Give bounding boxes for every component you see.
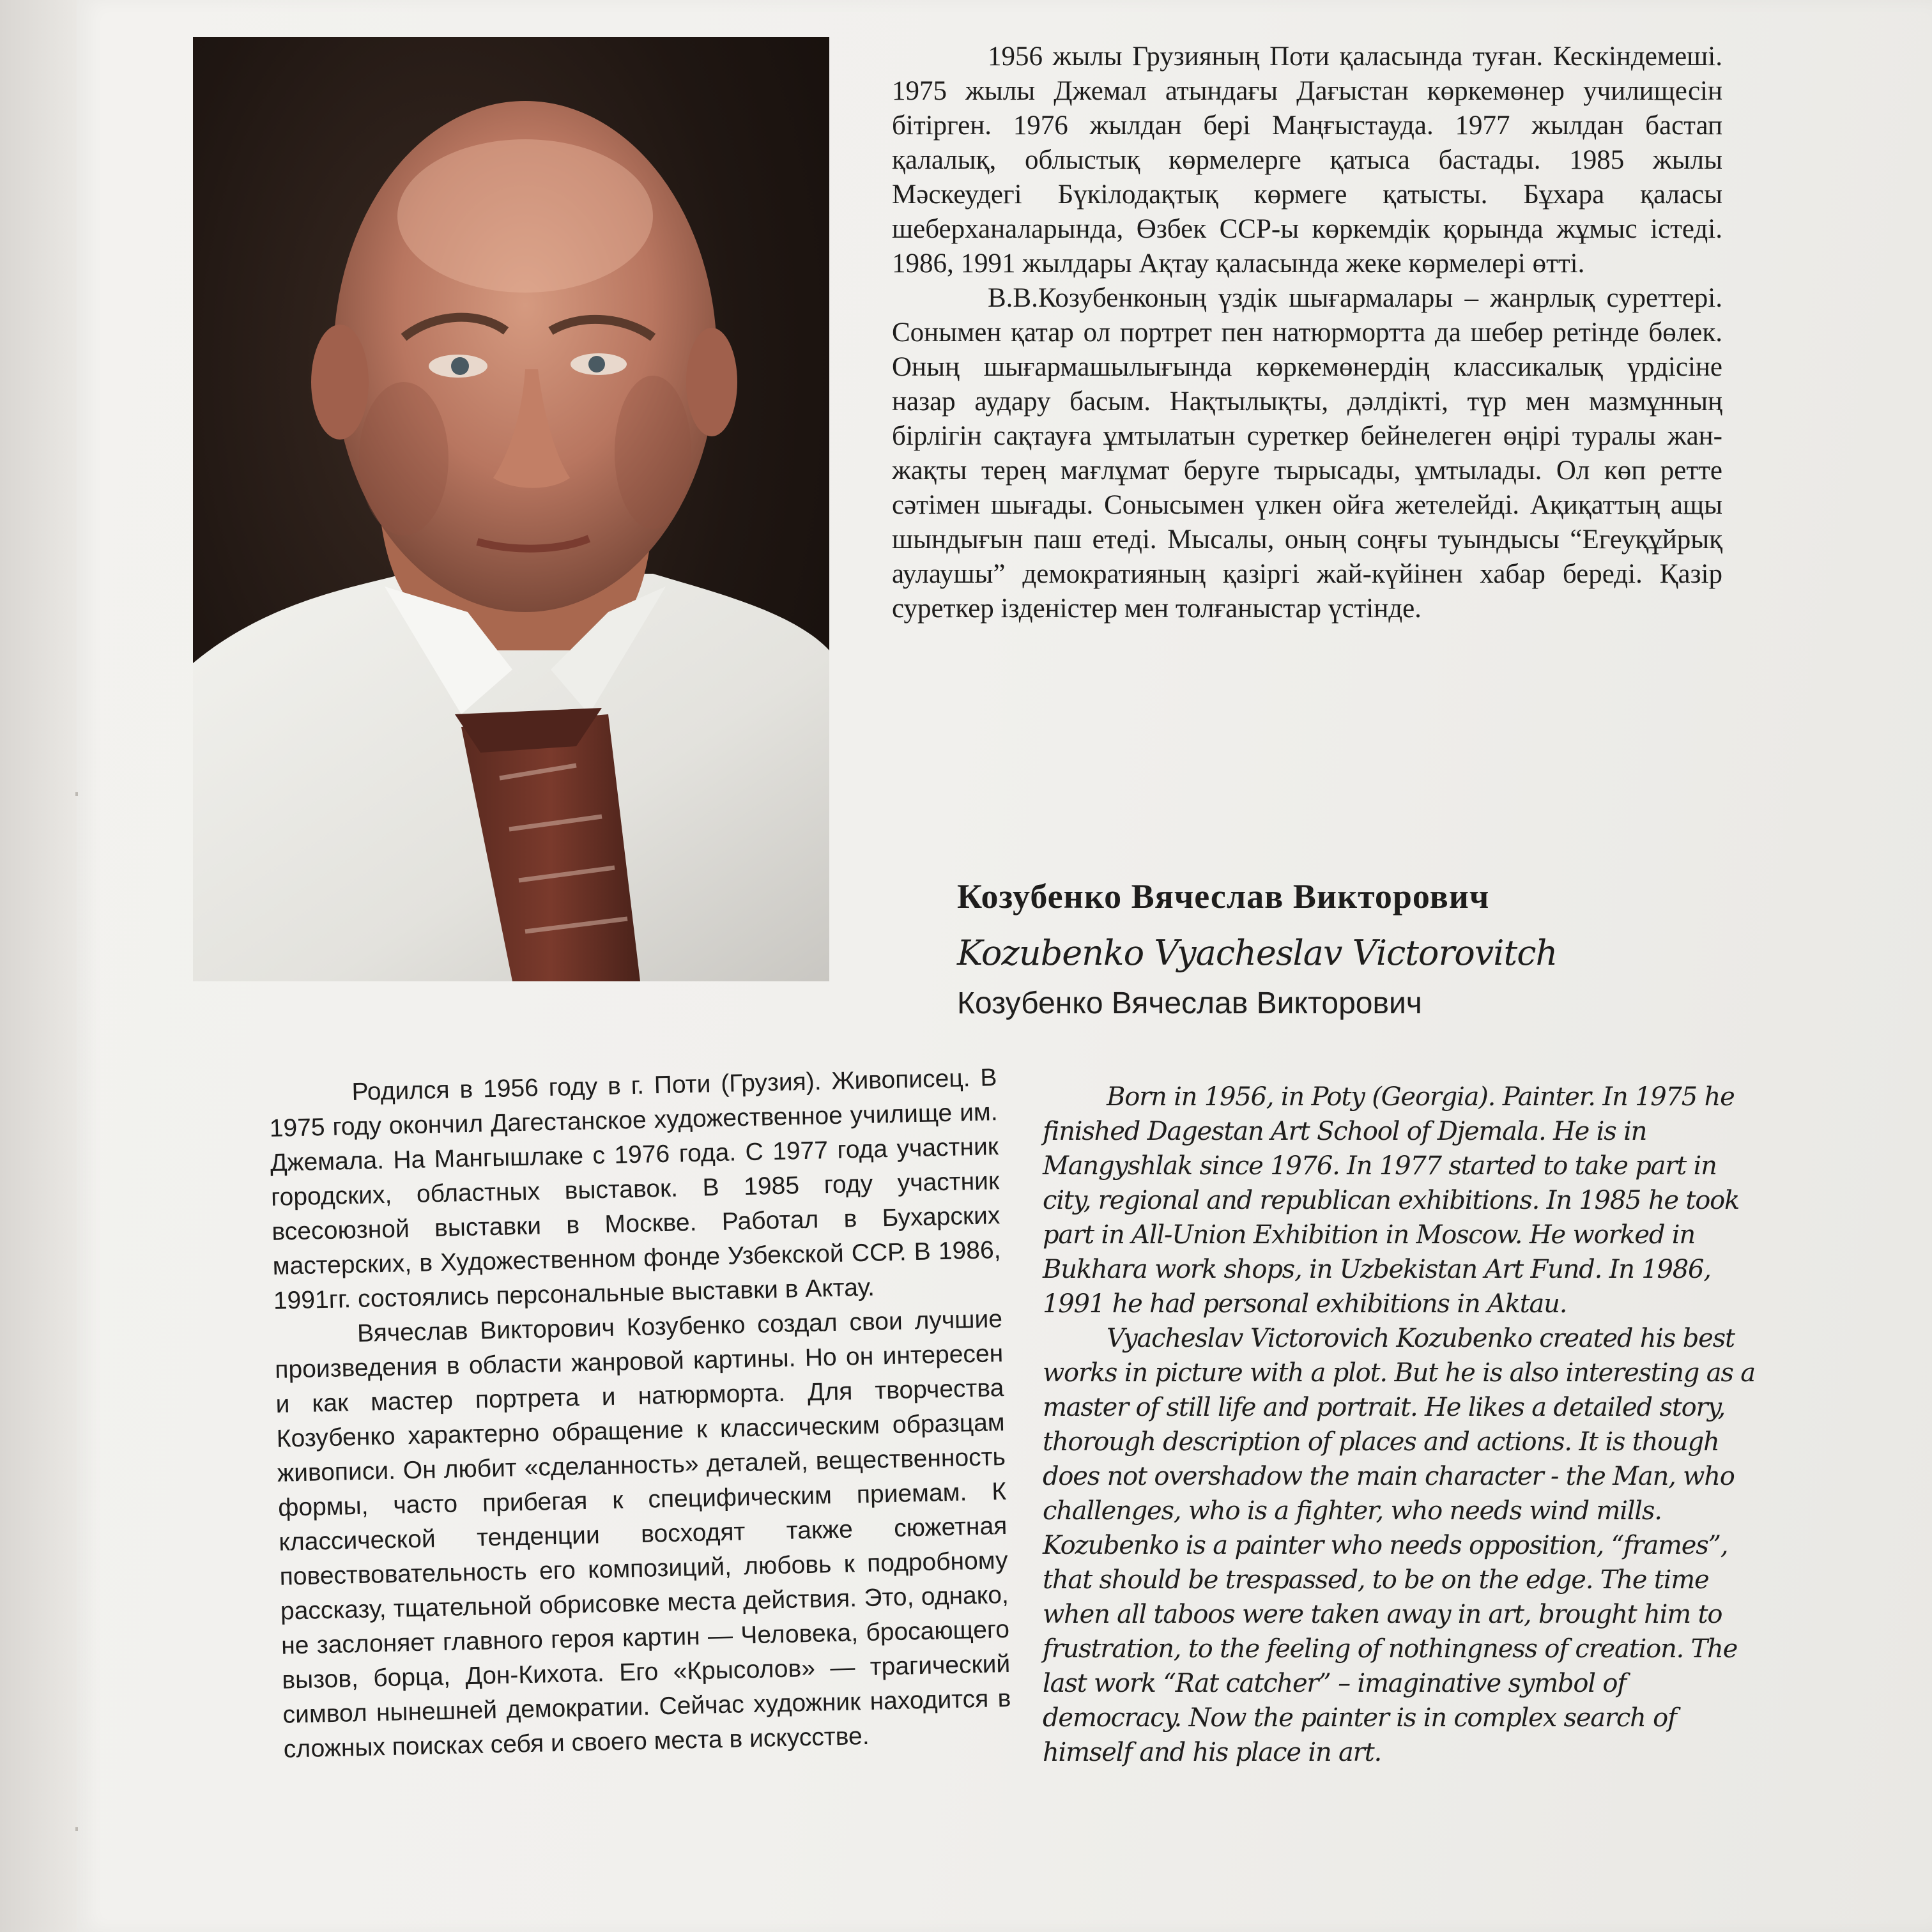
russian-biography — [268, 1061, 1012, 1767]
artist-name-english: Kozubenko Vyacheslav Victorovitch — [957, 933, 1558, 973]
english-paragraph: Vyacheslav Victorovich Kozubenko created his best works in picture with a plot. But he is also interesting as a master of still life and portrait. He likes a detailed story, thorough description of places and actions. It is though does not overshadow the main character - the Man, who challenges, who is a fighter, who needs wind mills. Kozubenko is a painter who needs opposition, “frames”, that should be trespassed, to be on the edge. The time when all taboos were taken away in art, brought him to frustration, to the feeling of nothingness of creation. The last work “Rat catcher” – imaginative symbol of democracy. Now the painter is in complex search of himself and his place in art. — [1043, 1324, 1755, 1767]
portrait-photo — [193, 37, 829, 981]
english-biography — [1043, 1080, 1758, 1770]
kazakh-paragraph: В.В.Козубенконың үздік шығармалары – жанрлық суреттері. Сонымен қатар ол портрет пен натюрмортта да шебер ретінде бөлек. Оның шығармашылығында көркемөнердің классикалық үрдісіне назар аудару басым. Нақтылықты, дәлдікті, түр мен мазмұнның бірлігін сақтауға ұмтылатын суреткер бейнелеген өңірі туралы жан-жақты терең мағлұмат беруге тырысады, ұмтылады. Ол көп ретте сәтімен шығады. Сонысымен үлкен ойға жетелейді. Ақиқаттың ащы шындығын паш етеді. Мысалы, оның соңғы туындысы “Егеуқұйрық аулаушы” демократияның қазіргі жай-күйінен хабар береді. Қазір суреткер ізденістер мен толғаныстар үстінде. — [892, 283, 1722, 624]
binding-stitch — [75, 1827, 78, 1831]
artist-name-block — [957, 877, 1557, 1021]
artist-name-bold: Козубенко Вячеслав Викторович — [957, 877, 1490, 916]
russian-paragraph: Вячеслав Викторович Козубенко создал свои лучшие произведения в области жанровой картины. Но он интересен и как мастер портрета и натюрморта. Для творчества Козубенко характерно обращение к классическим образцам живописи. Он любит «сделанность» деталей, вещественность формы, часто прибегая к специфическим приемам. К классической тенденции восходят также сюжетная повествовательность его композиций, любовь к подробному рассказу, тщательной обрисовке места действия. Это, однако, не заслоняет главного героя картин — Человека, бросающего вызов, борца, Дон-Кихота. Его «Крысолов» — трагический символ нынешней демократии. Сейчас художник находится в сложных поисках себя и своего места в искусстве. — [274, 1305, 1011, 1763]
portrait-illustration — [193, 37, 829, 981]
artist-name-russian: Козубенко Вячеслав Викторович — [957, 986, 1422, 1020]
russian-paragraph: Родился в 1956 году в г. Поти (Грузия). Живописец. В 1975 году окончил Дагестанское художественное училище им. Джемала. На Мангышлаке с 1976 года. С 1977 года участник городских, областных выставок. В 1985 году участник всесоюзной выставки в Москве. Работал в Бухарских мастерских, в Художественном фонде Узбекской ССР. В 1986, 1991гг. состоялись персональные выставки в Актау. — [269, 1064, 1001, 1315]
kazakh-biography — [892, 40, 1722, 626]
book-gutter — [0, 0, 83, 1932]
binding-stitch — [75, 792, 78, 796]
kazakh-paragraph: 1956 жылы Грузияның Поти қаласында туған. Кескіндемеші. 1975 жылы Джемал атындағы Дағыстан көркемөнер училищесін бітірген. 1976 жылдан бері Маңғыстауда. 1977 жылдан бастап қалалық, облыстық көрмелерге қатыса бастады. 1985 жылы Мәскеудегі Бүкілодақтық көрмеге қатысты. Бұхара қаласы шеберханаларында, Өзбек ССР-ы көркемдік қорында жұмыс істеді. 1986, 1991 жылдары Ақтау қаласында жеке көрмелері өтті. — [892, 42, 1722, 279]
english-paragraph: Born in 1956, in Poty (Georgia). Painter. In 1975 he finished Dagestan Art School of Djemala. He is in Mangyshlak since 1976. In 1977 started to take part in city, regional and republican exhibitions. In 1985 he took part in All-Union Exhibition in Moscow. He worked in Bukhara work shops, in Uzbekistan Art Fund. In 1986, 1991 he had personal exhibitions in Aktau. — [1043, 1082, 1740, 1319]
